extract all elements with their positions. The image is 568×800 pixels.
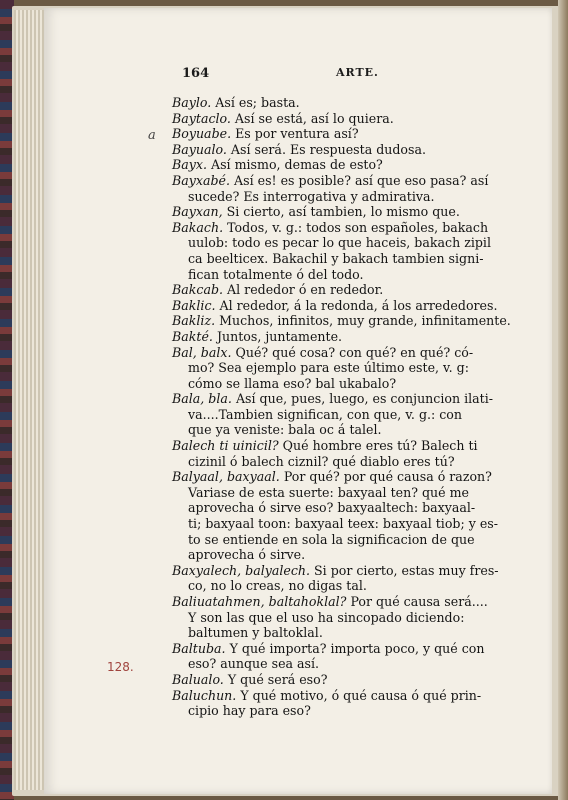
dictionary-entry — [172, 95, 527, 111]
entry-line: Así mismo, demas de esto? — [211, 157, 383, 173]
dictionary-entry — [172, 594, 527, 641]
entry-line: Por qué causa será.... — [350, 594, 488, 609]
entry-line: sucede? Es interrogativa y admirativa. — [188, 188, 435, 204]
entry-line: ti; baxyaal toon: baxyaal teex: baxyaal tiob; y es- — [188, 516, 499, 532]
dictionary-entry — [172, 469, 527, 563]
entry-line: va....Tambien significan, con que, v. g.: con — [188, 406, 462, 422]
dictionary-entry — [172, 438, 527, 469]
entry-headword: Balualo. — [172, 671, 224, 687]
entry-line: Al rededor ó en rededor. — [227, 282, 384, 298]
entry-headword: Baytaclo. — [172, 110, 231, 126]
entry-line: fican totalmente ó del todo. — [188, 266, 364, 282]
entry-headword: Baliuatahmen, baltahoklal? — [172, 594, 347, 609]
entry-line: cizinil ó balech ciznil? qué diablo eres tú? — [188, 453, 455, 469]
entry-line: Al rededor, á la redonda, á los arrededores. — [219, 297, 498, 313]
entry-line: co, no lo creas, no digas tal. — [188, 578, 367, 594]
dictionary-entry — [172, 282, 527, 298]
entry-line: Variase de esta suerte: baxyaal ten? qué me — [188, 484, 469, 500]
entry-line: Muchos, infinitos, muy grande, infinitamente. — [219, 313, 511, 329]
entry-line: mo? Sea ejemplo para este último este, v. g: — [188, 360, 469, 376]
dictionary-entry — [172, 126, 527, 142]
entry-line: uulob: todo es pecar lo que haceis, bakach zipil — [188, 235, 491, 251]
dictionary-entry — [172, 204, 527, 220]
entry-headword: Baxyalech, balyalech. — [172, 562, 311, 578]
entry-headword: Baklic. — [172, 297, 216, 313]
entry-headword: Bayualo. — [172, 141, 227, 157]
running-title: ARTE. — [336, 66, 379, 79]
entry-headword: Balyaal, baxyaal. — [172, 469, 280, 485]
page-number: 164 — [182, 66, 210, 81]
entry-line: Así es; basta. — [215, 95, 300, 110]
entry-line: Y son las que el uso ha sincopado diciendo: — [188, 609, 465, 625]
entry-headword: Bal, balx. — [172, 344, 232, 360]
entry-line: Todos, v. g.: todos son españoles, bakach — [227, 219, 489, 235]
entry-line: Así que, pues, luego, es conjuncion ilati- — [235, 391, 493, 407]
entry-line: Qué hombre eres tú? Balech ti — [282, 438, 478, 454]
dictionary-entry — [172, 220, 527, 282]
dictionary-entry — [172, 142, 527, 158]
entry-headword: Bakach. — [172, 219, 224, 235]
dictionary-entry — [172, 391, 527, 438]
entry-line: Es por ventura así? — [235, 126, 359, 142]
dictionary-entry — [172, 157, 527, 173]
entry-headword: Bayxan, — [172, 204, 223, 220]
entry-headword: Baluchun. — [172, 687, 237, 703]
entry-headword: Bayx. — [172, 157, 207, 173]
page-edges — [14, 10, 46, 790]
dictionary-entry — [172, 111, 527, 127]
dictionary-entry — [172, 563, 527, 594]
entry-line: aprovecha ó sirve. — [188, 547, 306, 563]
entry-line: eso? aunque sea así. — [188, 656, 320, 672]
dictionary-entry — [172, 641, 527, 672]
entry-headword: Baylo. — [172, 95, 212, 110]
entry-line: baltumen y baltoklal. — [188, 625, 323, 641]
dictionary-entries — [172, 95, 527, 719]
dictionary-entry — [172, 345, 527, 392]
entry-headword: Bakcab. — [172, 282, 224, 298]
entry-line: Así será. Es respuesta dudosa. — [230, 141, 426, 157]
pencil-page-number: 128. — [107, 660, 134, 674]
entry-line: Por qué? por qué causa ó razon? — [283, 469, 492, 485]
entry-line: Y qué será eso? — [227, 671, 328, 687]
entry-line: Así es! es posible? así que eso pasa? así — [234, 172, 489, 188]
entry-line: que ya veniste: bala oc á talel. — [188, 422, 382, 438]
entry-line: Juntos, juntamente. — [216, 328, 343, 344]
dictionary-entry — [172, 313, 527, 329]
dictionary-entry — [172, 329, 527, 345]
entry-line: Si cierto, así tambien, lo mismo que. — [226, 204, 460, 220]
entry-line: cómo se llama eso? bal ukabalo? — [188, 375, 397, 391]
entry-headword: Balech ti uinicil? — [172, 438, 279, 454]
entry-headword: Bakté. — [172, 328, 213, 344]
entry-line: Y qué importa? importa poco, y qué con — [229, 640, 485, 656]
dictionary-entry — [172, 672, 527, 688]
entry-headword: Baltuba. — [172, 640, 226, 656]
entry-line: Qué? qué cosa? con qué? en qué? có- — [235, 344, 474, 360]
entry-line: to se entiende en sola la significacion de que — [188, 531, 475, 547]
entry-headword: Bakliz. — [172, 313, 216, 329]
dictionary-entry — [172, 688, 527, 719]
dictionary-entry — [172, 173, 527, 204]
dictionary-entry — [172, 298, 527, 314]
entry-headword: Bayxabé. — [172, 172, 231, 188]
margin-annotation: a — [148, 128, 156, 143]
entry-headword: Bala, bla. — [172, 391, 232, 407]
entry-headword: Boyuabe. — [172, 126, 232, 142]
entry-line: cipio hay para eso? — [188, 703, 311, 719]
entry-line: Y qué motivo, ó qué causa ó qué prin- — [240, 687, 482, 703]
entry-line: ca beelticex. Bakachil y bakach tambien signi- — [188, 250, 484, 266]
entry-line: aprovecha ó sirve eso? baxyaaltech: baxyaal- — [188, 500, 476, 516]
entry-line: Así se está, así lo quiera. — [234, 110, 394, 126]
right-page-edge — [558, 0, 568, 800]
entry-line: Si por cierto, estas muy fres- — [314, 562, 499, 578]
